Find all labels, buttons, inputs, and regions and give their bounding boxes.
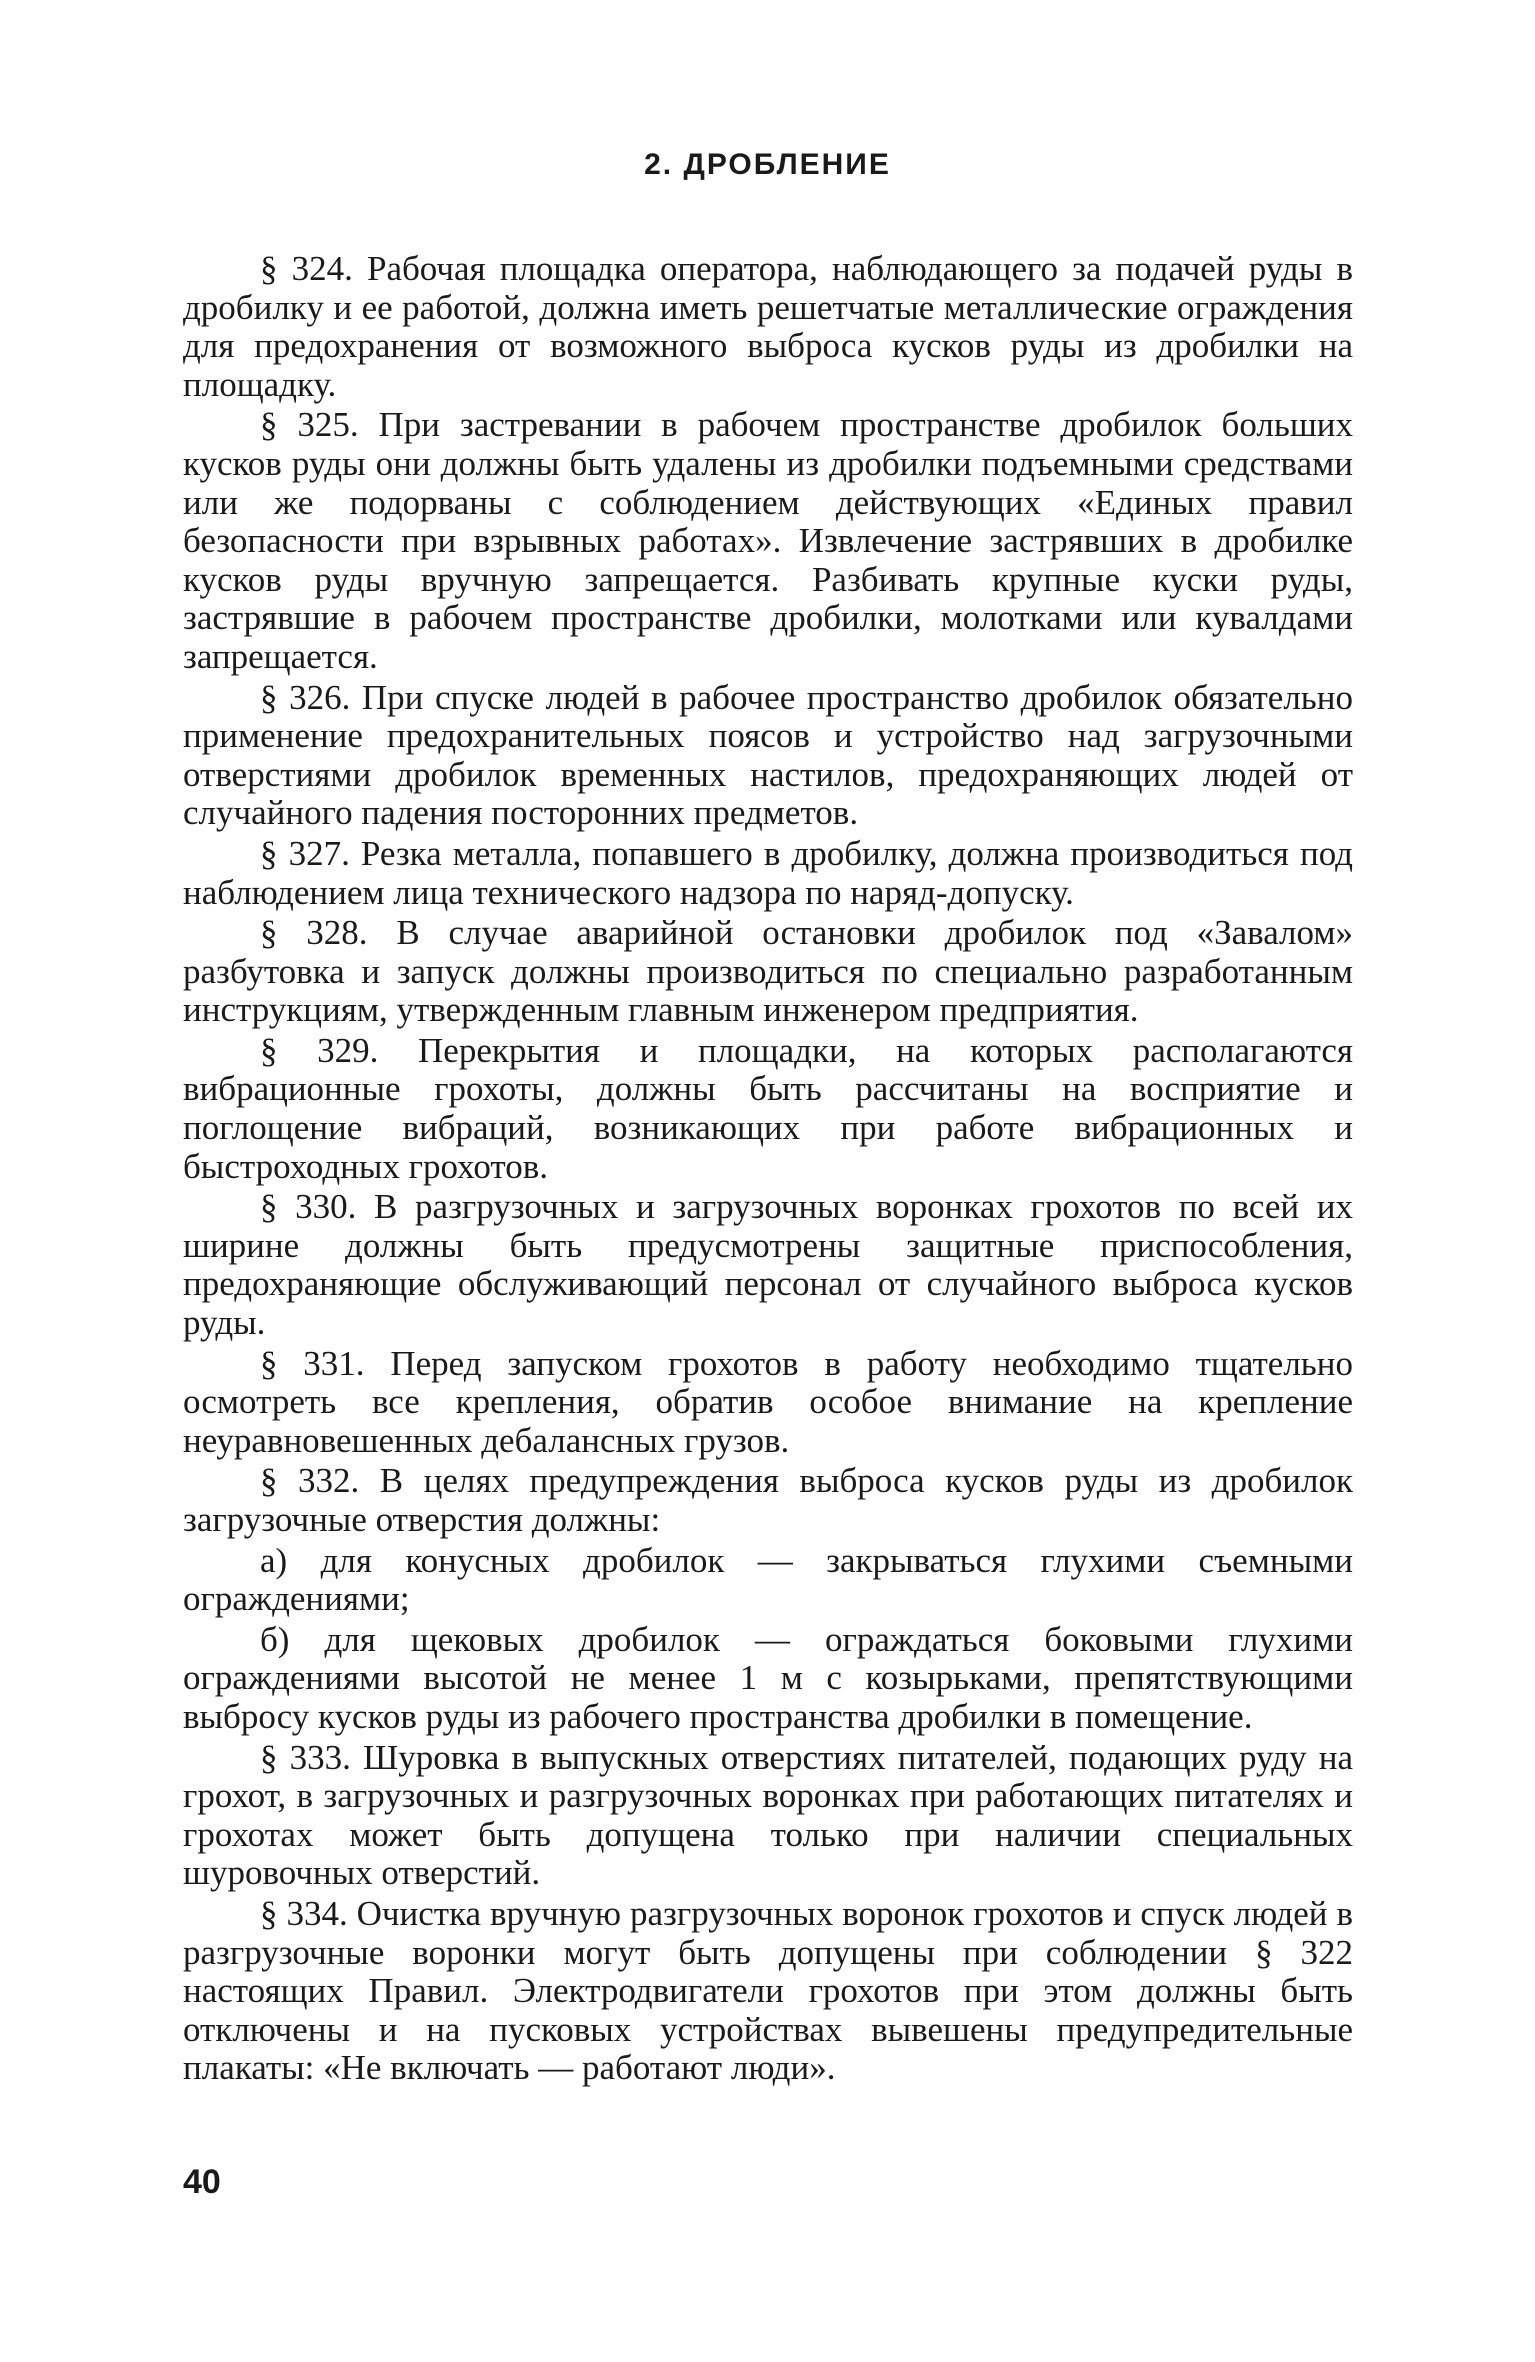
- paragraph-333: § 333. Шуровка в выпускных отверстиях питателей, подающих руду на грохот, в загрузочных и разгрузочных воронках при работающих питателях и грохотах может быть допущена только при наличии специальных шуровочных отверстий.: [183, 1737, 1353, 1893]
- page-number: 40: [183, 2163, 221, 2201]
- paragraph-330: § 330. В разгрузочных и загрузочных воронках грохотов по всей их ширине должны быть предусмотрены защитные приспособления, предохраняющие обслуживающий персонал от случайного выброса кусков руды.: [183, 1187, 1353, 1343]
- paragraph-334: § 334. Очистка вручную разгрузочных воронок грохотов и спуск людей в разгрузочные воронки могут быть допущены при соблюдении § 322 настоящих Правил. Электродвигатели грохотов при этом должны быть отключены и на пусковых устройствах вывешены предупредительные плакаты: «Не включать — работают люди».: [183, 1893, 1353, 2088]
- text-body: [183, 250, 1353, 2090]
- paragraph-332: § 332. В целях предупреждения выброса кусков руды из дробилок загрузочные отверстия должны:: [183, 1461, 1353, 1539]
- section-title: 2. ДРОБЛЕНИЕ: [644, 148, 891, 181]
- paragraph-327: § 327. Резка металла, попавшего в дробилку, должна производиться под наблюдением лица технического надзора по наряд-допуску.: [183, 833, 1353, 912]
- paragraph-332-item-a: а) для конусных дробилок — закрываться глухими съемными ограждениями;: [183, 1540, 1353, 1619]
- paragraph-332-item-b: б) для щековых дробилок — ограждаться боковыми глухими ограждениями высотой не менее 1 м с козырьками, препятствующими выбросу кусков руды из рабочего пространства дробилки в помещение.: [183, 1619, 1353, 1736]
- paragraph-324: § 324. Рабочая площадка оператора, наблюдающего за подачей руды в дробилку и ее работой, должна иметь решетчатые металлические ограждения для предохранения от возможного выброса кусков руды из дробилки на площадку.: [183, 249, 1353, 404]
- paragraph-328: § 328. В случае аварийной остановки дробилок под «Завалом» разбутовка и запуск должны производиться по специально разработанным инструкциям, утвержденным главным инженером предприятия.: [183, 913, 1353, 1030]
- paragraph-331: § 331. Перед запуском грохотов в работу необходимо тщательно осмотреть все крепления, обратив особое внимание на крепление неуравновешенных дебалансных грузов.: [183, 1343, 1353, 1460]
- paragraph-326: § 326. При спуске людей в рабочее пространство дробилок обязательно применение предохранительных поясов и устройство над загрузочными отверстиями дробилок временных настилов, предохраняющих людей от случайного падения посторонних предметов.: [183, 677, 1353, 833]
- paragraph-325: § 325. При застревании в рабочем пространстве дробилок больших кусков руды они должны быть удалены из дробилки подъемными средствами или же подорваны с соблюдением действующих «Единых правил безопасности при взрывных работах». Извлечение застрявших в дробилке кусков руды вручную запрещается. Разбивать крупные куски руды, застрявшие в рабочем пространстве дробилки, молотками или кувалдами запрещается.: [183, 405, 1353, 676]
- paragraph-329: § 329. Перекрытия и площадки, на которых располагаются вибрационные грохоты, должны быть рассчитаны на восприятие и поглощение вибраций, возникающих при работе вибрационных и быстроходных грохотов.: [183, 1030, 1353, 1186]
